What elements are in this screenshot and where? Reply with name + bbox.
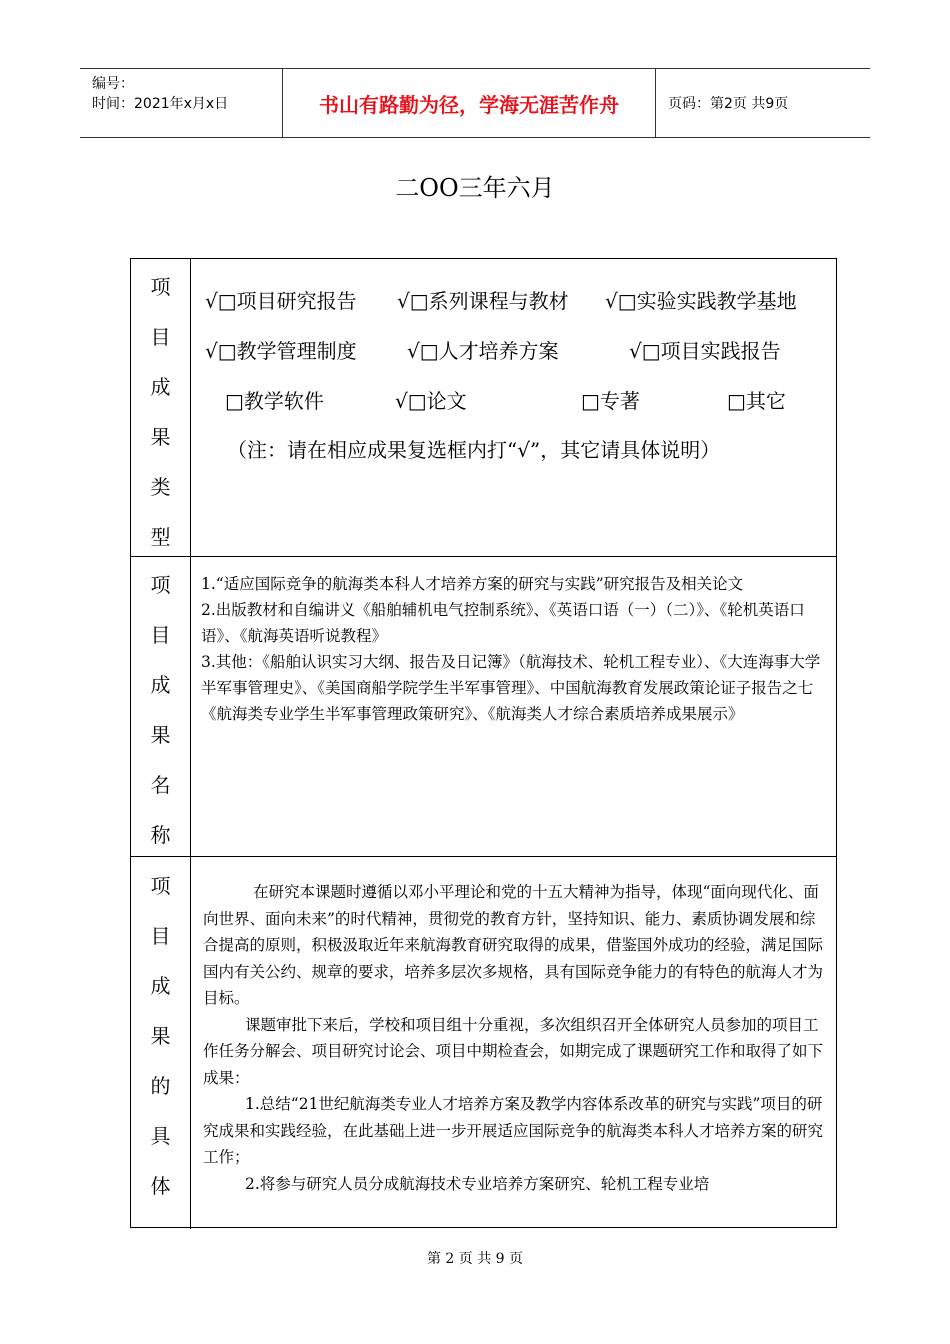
checkbox-management-system[interactable]: √□教学管理制度 [205,339,357,363]
row-result-type [131,259,836,556]
result-name-item: 3.其他：《船舶认识实习大纲、报告及日记簿》（航海技术、轮机工程专业）、《大连海事大学半军事管理史》、《美国商船学院学生半军事管理》、中国航海教育发展政策论证子报告之七《航海类专业学生半军事管理政策研究》、《航海类人才综合素质培养成果展示》 [201,653,821,723]
checkbox-research-report[interactable]: √□项目研究报告 [205,289,357,313]
page-footer: 第 2 页 共 9 页 [426,1251,524,1267]
result-type-options [191,259,836,556]
header-slogan: 书山有路勤为径，学海无涯苦作舟 [282,69,656,137]
page-header [80,68,870,138]
type-note: （注：请在相应成果复选框内打“√”，其它请具体说明） [227,438,721,462]
detail-paragraph: 2.将参与研究人员分成航海技术专业培养方案研究、轮机工程专业培 [245,1174,710,1193]
label-result-type: 项 目 成 果 类 型 [131,259,191,556]
row-result-details [131,856,836,1229]
detail-paragraph: 课题审批下来后，学校和项目组十分重视，多次组织召开全体研究人员参加的项目工作任务分解会、项目研究讨论会、项目中期检查会，如期完成了课题研究工作和取得了如下成果： [203,1015,824,1087]
label-result-details: 项 目 成 果 的 具 体 [131,857,191,1229]
result-name-item: 1.“适应国际竞争的航海类本科人才培养方案的研究与实践”研究报告及相关论文 [201,575,744,593]
checkbox-practice-report[interactable]: √□项目实践报告 [629,339,781,363]
result-names-content [191,557,836,856]
checkbox-practice-base[interactable]: √□实验实践教学基地 [605,289,797,313]
row-result-names [131,556,836,856]
checkbox-course-materials[interactable]: √□系列课程与教材 [397,289,569,313]
detail-paragraph: 1.总结“21世纪航海类专业人才培养方案及教学内容体系改革的研究与实践”项目的研究成果和实践经验，在此基础上进一步开展适应国际竞争的航海类本科人才培养方案的研究工作； [203,1095,824,1166]
page-info: 页码：第2页 共9页 [668,96,789,112]
label-result-names: 项 目 成 果 名 称 [131,557,191,856]
header-meta [80,69,282,137]
serial-label: 编号： [92,76,134,92]
result-name-item: 2.出版教材和自编讲义《船舶辅机电气控制系统》、《英语口语（一）（二）》、《轮机英语口语》、《航海英语听说教程》 [201,601,805,645]
checkbox-paper[interactable]: √□论文 [395,389,467,413]
date-line: 二OO三年六月 [395,174,555,202]
checkbox-training-plan[interactable]: √□人才培养方案 [407,339,559,363]
detail-paragraph: 在研究本课题时遵循以邓小平理论和党的十五大精神为指导，体现“面向现代化、面向世界、面向未来”的时代精神，贯彻党的教育方针，坚持知识、能力、素质协调发展和综合提高的原则，积极汲取近年来航海教育研究取得的成果，借鉴国外成功的经验，满足国际国内有关公约、规章的要求，培养多层次多规格，具有国际竞争能力的有特色的航海人才为目标。 [203,883,824,1007]
result-details-content [191,857,836,1229]
time-label: 时间：2021年x月x日 [92,96,229,112]
checkbox-monograph[interactable]: □专著 [581,389,640,413]
checkbox-other[interactable]: □其它 [727,389,786,413]
checkbox-teaching-software[interactable]: □教学软件 [225,389,324,413]
project-table [130,258,837,1228]
